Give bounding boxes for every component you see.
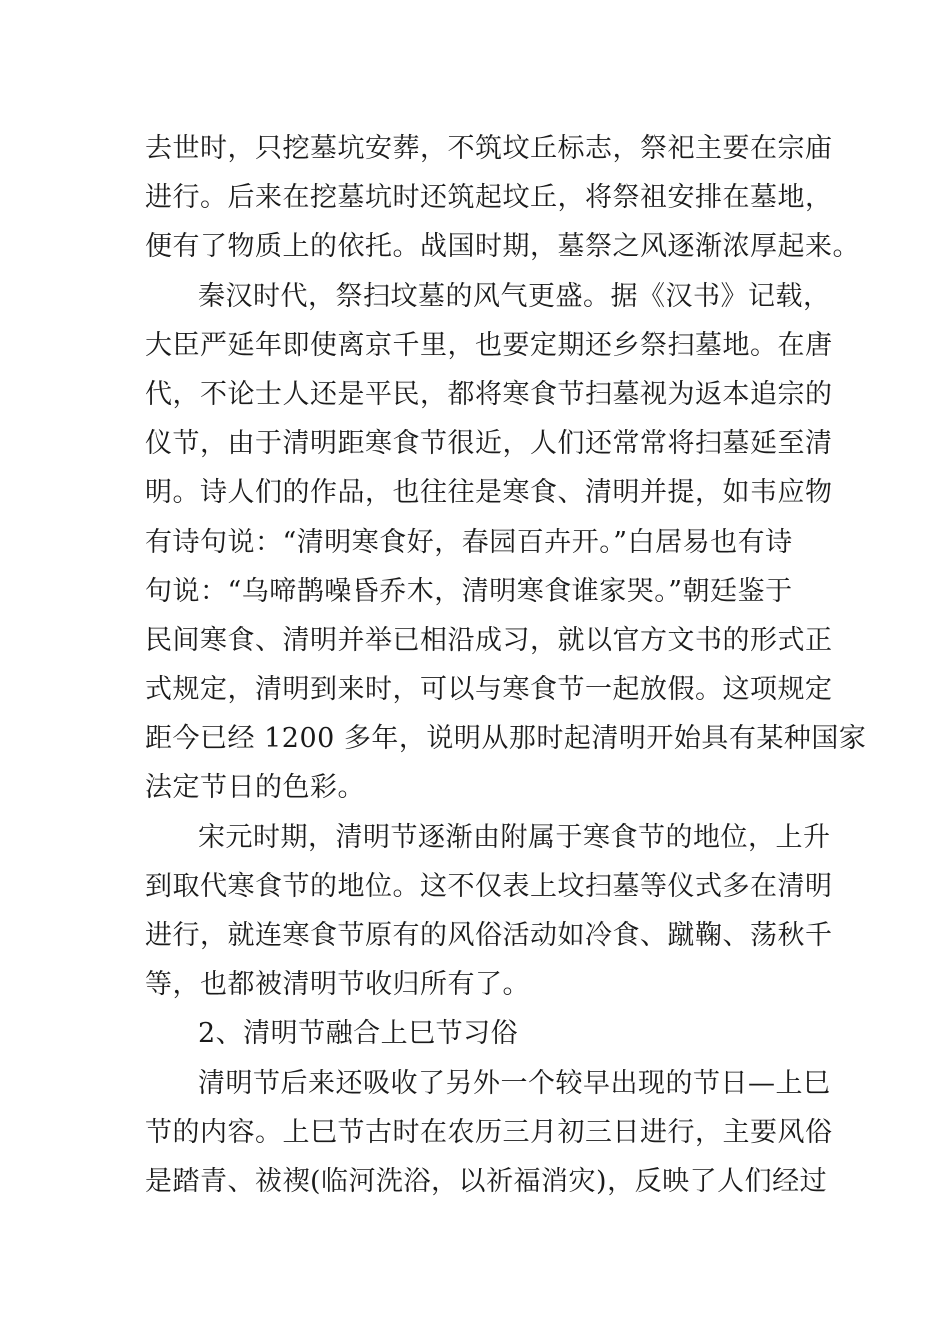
text-line: 距今已经 1200 多年，说明从那时起清明开始具有某种国家 — [145, 723, 867, 755]
text-line: 民间寒食、清明并举已相沿成习，就以官方文书的形式正 — [145, 624, 833, 656]
text-line: 法定节日的色彩。 — [145, 772, 365, 804]
text-line: 节的内容。上巳节古时在农历三月初三日进行，主要风俗 — [145, 1116, 833, 1148]
document-body — [145, 124, 867, 1206]
text-line: 式规定，清明到来时，可以与寒食节一起放假。这项规定 — [145, 674, 833, 706]
text-line: 进行。后来在挖墓坑时还筑起坟丘，将祭祖安排在墓地， — [145, 182, 833, 214]
text-line: 去世时，只挖墓坑安葬，不筑坟丘标志，祭祀主要在宗庙 — [145, 133, 833, 164]
text-line: 清明节后来还吸收了另外一个较早出现的节日—上巳 — [198, 1067, 831, 1099]
text-line: 有诗句说：“清明寒食好，春园百卉开。”白居易也有诗 — [145, 526, 793, 558]
text-line: 是踏青、祓禊(临河洗浴，以祈福消灾)，反映了人们经过 — [145, 1165, 828, 1197]
text-line: 宋元时期，清明节逐渐由附属于寒食节的地位，上升 — [198, 821, 831, 853]
text-line: 进行，就连寒食节原有的风俗活动如冷食、蹴鞠、荡秋千 — [145, 920, 833, 951]
text-line: 秦汉时代，祭扫坟墓的风气更盛。据《汉书》记载， — [198, 280, 831, 312]
text-line: 等，也都被清明节收归所有了。 — [145, 969, 530, 1001]
text-line: 代，不论士人还是平民，都将寒食节扫墓视为返本追宗的 — [145, 378, 833, 410]
text-line: 大臣严延年即使离京千里，也要定期还乡祭扫墓地。在唐 — [145, 329, 833, 361]
text-line: 明。诗人们的作品，也往往是寒食、清明并提，如韦应物 — [145, 477, 833, 509]
text-line: 仪节，由于清明距寒食节很近，人们还常常将扫墓延至清 — [145, 428, 833, 460]
text-line: 便有了物质上的依托。战国时期，墓祭之风逐渐浓厚起来。 — [145, 231, 860, 263]
text-line: 2、清明节融合上巳节习俗 — [198, 1018, 519, 1050]
text-line: 到取代寒食节的地位。这不仅表上坟扫墓等仪式多在清明 — [145, 870, 833, 902]
text-line: 句说：“乌啼鹊噪昏乔木，清明寒食谁家哭。”朝廷鉴于 — [145, 575, 793, 607]
